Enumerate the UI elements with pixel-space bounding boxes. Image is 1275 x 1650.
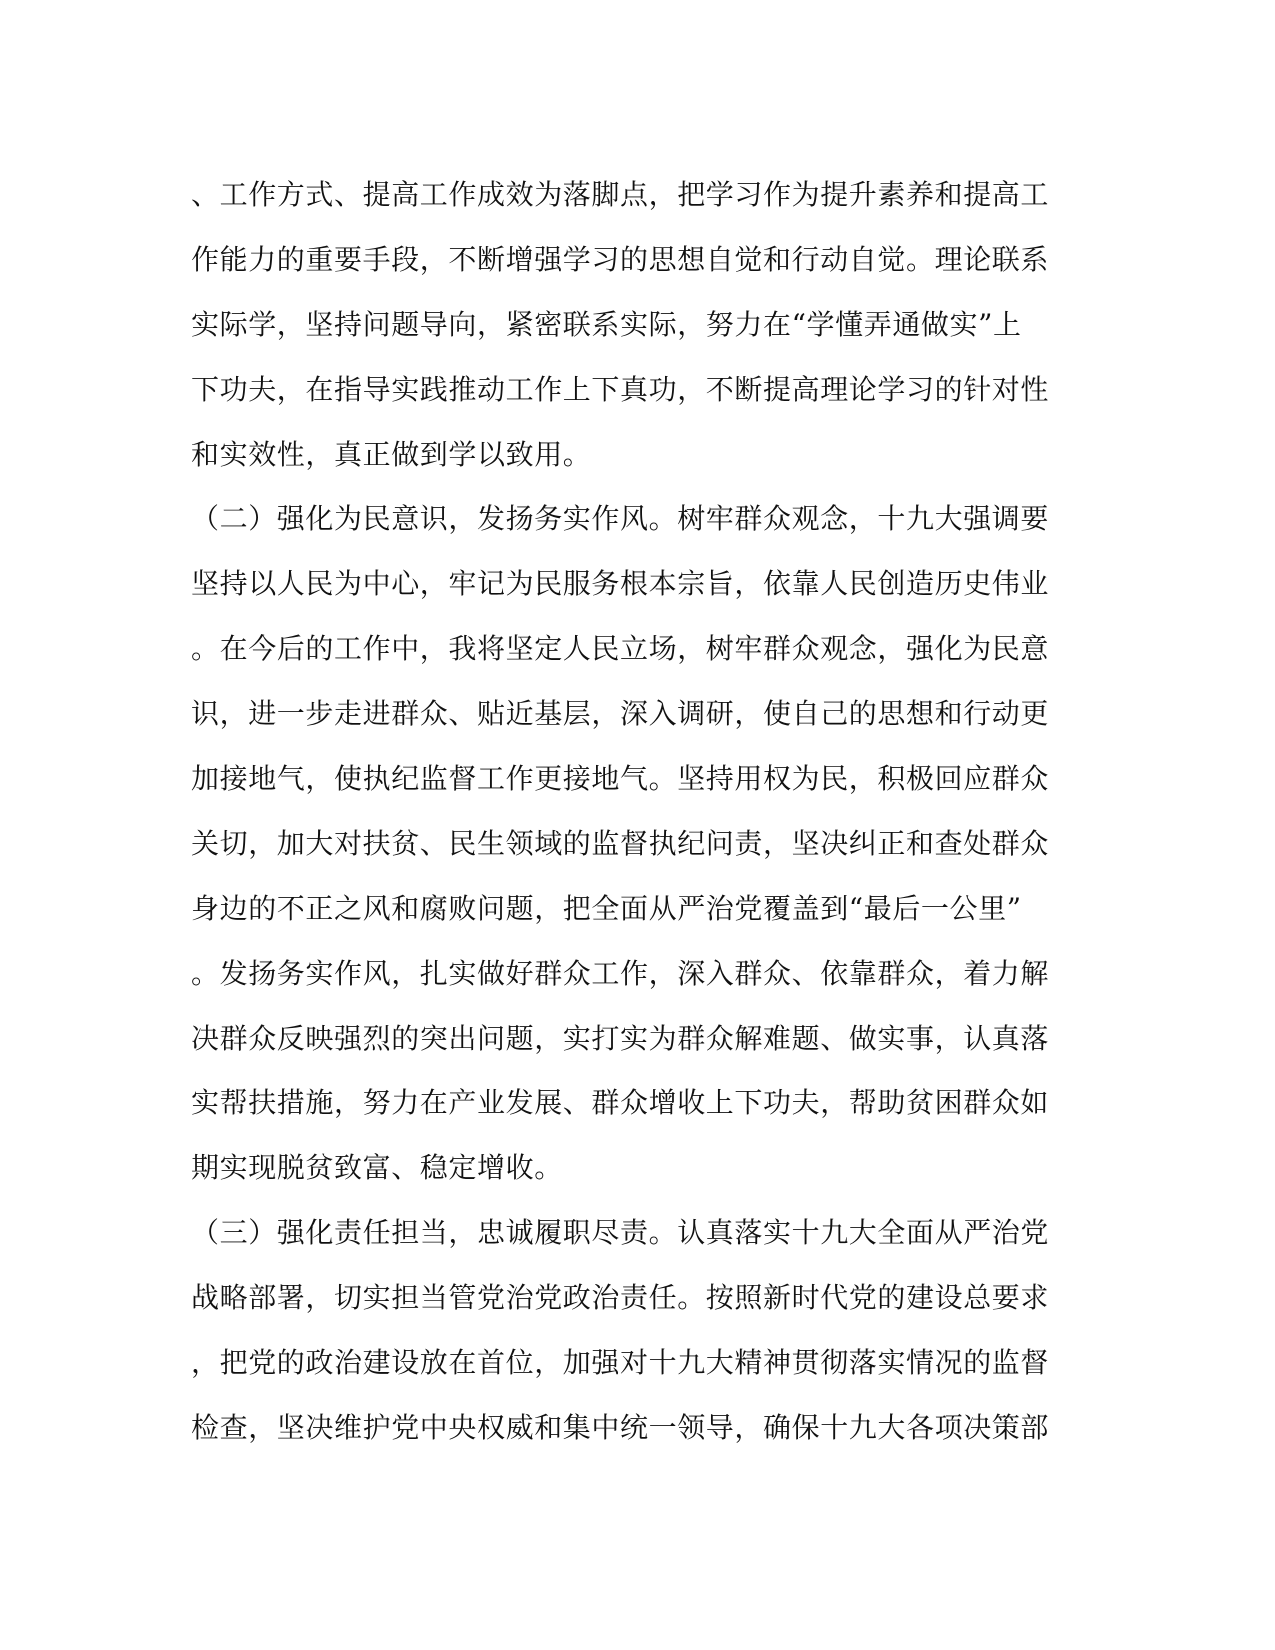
text-line-2: 作能力的重要手段，不断增强学习的思想自觉和行动自觉。理论联系 (191, 242, 1050, 276)
text-line-8: 。在今后的工作中，我将坚定人民立场，树牢群众观念，强化为民意 (191, 632, 1050, 666)
section-three-heading-line: （三）强化责任担当，忠诚履职尽责。认真落实十九大全面从严治党 (191, 1216, 1050, 1250)
text-line-4: 下功夫，在指导实践推动工作上下真功，不断提高理论学习的针对性 (191, 372, 1050, 406)
text-line-20: 检查，坚决维护党中央权威和集中统一领导，确保十九大各项决策部 (191, 1410, 1050, 1444)
text-line-16: 期实现脱贫致富、稳定增收。 (191, 1151, 563, 1185)
document-body (191, 163, 1091, 1461)
text-line-5: 和实效性，真正做到学以致用。 (191, 437, 592, 471)
text-line-18: 战略部署，切实担当管党治党政治责任。按照新时代党的建设总要求 (191, 1281, 1050, 1315)
text-line-10: 加接地气，使执纪监督工作更接地气。坚持用权为民，积极回应群众 (191, 762, 1050, 796)
text-line-12: 身边的不正之风和腐败问题，把全面从严治党覆盖到“最后一公里” (191, 891, 1022, 925)
text-line-13: 。发扬务实作风，扎实做好群众工作，深入群众、依靠群众，着力解 (191, 956, 1050, 990)
text-line-14: 决群众反映强烈的突出问题，实打实为群众解难题、做实事，认真落 (191, 1021, 1050, 1055)
text-line-7: 坚持以人民为中心，牢记为民服务根本宗旨，依靠人民创造历史伟业 (191, 567, 1050, 601)
text-line-1: 、工作方式、提高工作成效为落脚点，把学习作为提升素养和提高工 (191, 178, 1050, 211)
text-line-15: 实帮扶措施，努力在产业发展、群众增收上下功夫，帮助贫困群众如 (191, 1086, 1050, 1120)
text-line-3: 实际学，坚持问题导向，紧密联系实际，努力在“学懂弄通做实”上 (191, 307, 1022, 341)
text-line-19: ，把党的政治建设放在首位，加强对十九大精神贯彻落实情况的监督 (191, 1346, 1050, 1380)
section-two-heading-line: （二）强化为民意识，发扬务实作风。树牢群众观念，十九大强调要 (191, 502, 1050, 536)
text-line-11: 关切，加大对扶贫、民生领域的监督执纪问责，坚决纠正和查处群众 (191, 826, 1050, 860)
text-line-9: 识，进一步走进群众、贴近基层，深入调研，使自己的思想和行动更 (191, 697, 1050, 731)
